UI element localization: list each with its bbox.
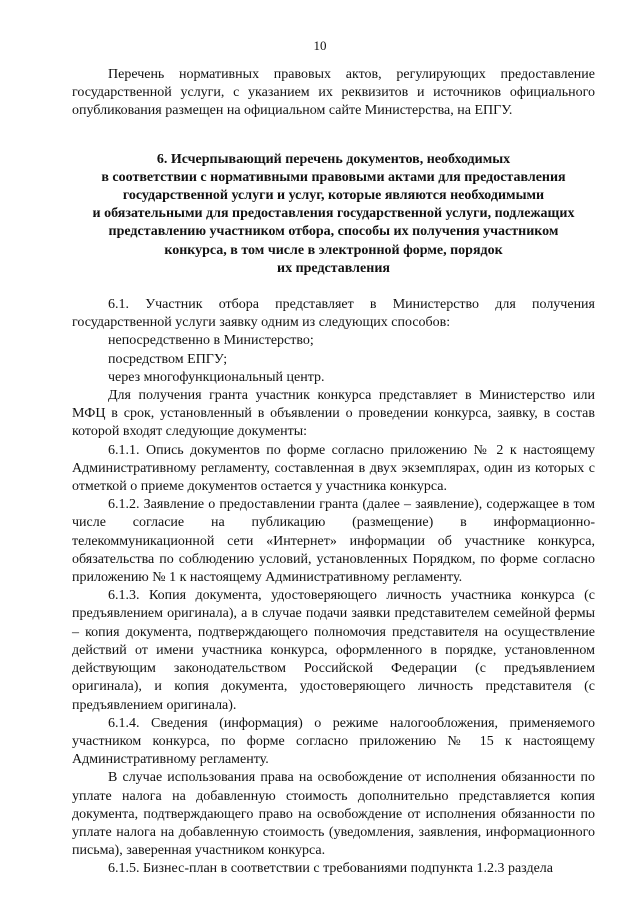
paragraph-6-1-4: 6.1.4. Сведения (информация) о режиме налогообложения, применяемого участником конкурса, по форме согласно приложению № 15 к настоящему Административному регламенту. bbox=[72, 715, 595, 768]
document-body bbox=[72, 66, 595, 879]
paragraph-6-1-5: 6.1.5. Бизнес-план в соответствии с требованиями подпункта 1.2.3 раздела bbox=[108, 861, 553, 877]
paragraph-vat-exemption: В случае использования права на освобождение от исполнения обязанности по уплате налога на добавленную стоимость дополнительно представляется копия документа, подтверждающего право на освобождение от исполнения обязанности по уплате налога на добавленную стоимость (уведомления, заявления, информационного письма), заверенная участником конкурса. bbox=[72, 770, 595, 859]
paragraph-6-1-1: 6.1.1. Опись документов по форме согласно приложению № 2 к настоящему Административному регламенту, составленная в двух экземплярах, один из которых с отметкой о приеме документов остается у участника конкурса. bbox=[72, 442, 595, 495]
paragraph-grant-submission: Для получения гранта участник конкурса представляет в Министерство или МФЦ в срок, установленный в объявлении о проведении конкурса, заявку, в состав которой входят следующие документы: bbox=[72, 388, 595, 440]
section-heading-line: их представления bbox=[277, 260, 390, 276]
section-heading-line: 6. Исчерпывающий перечень документов, необходимых bbox=[156, 151, 511, 167]
list-item-mfc: через многофункциональный центр. bbox=[108, 369, 325, 385]
section-heading-line: конкурса, в том числе в электронной форме, порядок bbox=[164, 242, 503, 258]
section-heading-line: представлению участником отбора, способы их получения участником bbox=[108, 224, 559, 240]
paragraph-6-1: 6.1. Участник отбора представляет в Министерство для получения государственной услуги заявку одним из следующих способов: bbox=[72, 297, 595, 331]
page-number: 10 bbox=[313, 38, 327, 53]
list-item-directly: непосредственно в Министерство; bbox=[108, 333, 314, 349]
section-heading-line: в соответствии с нормативными правовыми актами для предоставления bbox=[101, 169, 566, 185]
section-heading bbox=[72, 151, 595, 278]
paragraph-6-1-3: 6.1.3. Копия документа, удостоверяющего личность участника конкурса (с предъявлением оригинала), а в случае подачи заявки представителем семейной фермы – копия документа, подтверждающего полномочия представителя на осуществление действий от имени участника конкурса, оформленного в порядке, установленном действующим законодательством Российской Федерации (с предъявлением оригинала), и копия документа, удостоверяющего личность представителя (с предъявлением оригинала). bbox=[72, 588, 595, 713]
paragraph-6-1-2: 6.1.2. Заявление о предоставлении гранта (далее – заявление), содержащее в том числе согласие на публикацию (размещение) в информационно-телекоммуникационной сети «Интернет» информации об участнике конкурса, обязательства по соблюдению условий, установленных Порядком, по форме согласно приложению № 1 к настоящему Административному регламенту. bbox=[72, 497, 595, 586]
list-item-epgu: посредством ЕПГУ; bbox=[108, 351, 228, 367]
section-heading-line: и обязательными для предоставления государственной услуги, подлежащих bbox=[92, 206, 575, 222]
intro-paragraph: Перечень нормативных правовых актов, регулирующих предоставление государственной услуги, с указанием их реквизитов и источников официального опубликования размещен на официальном сайте Министерства, на ЕПГУ. bbox=[72, 67, 595, 119]
section-heading-line: государственной услуги и услуг, которые являются необходимыми bbox=[122, 188, 545, 204]
